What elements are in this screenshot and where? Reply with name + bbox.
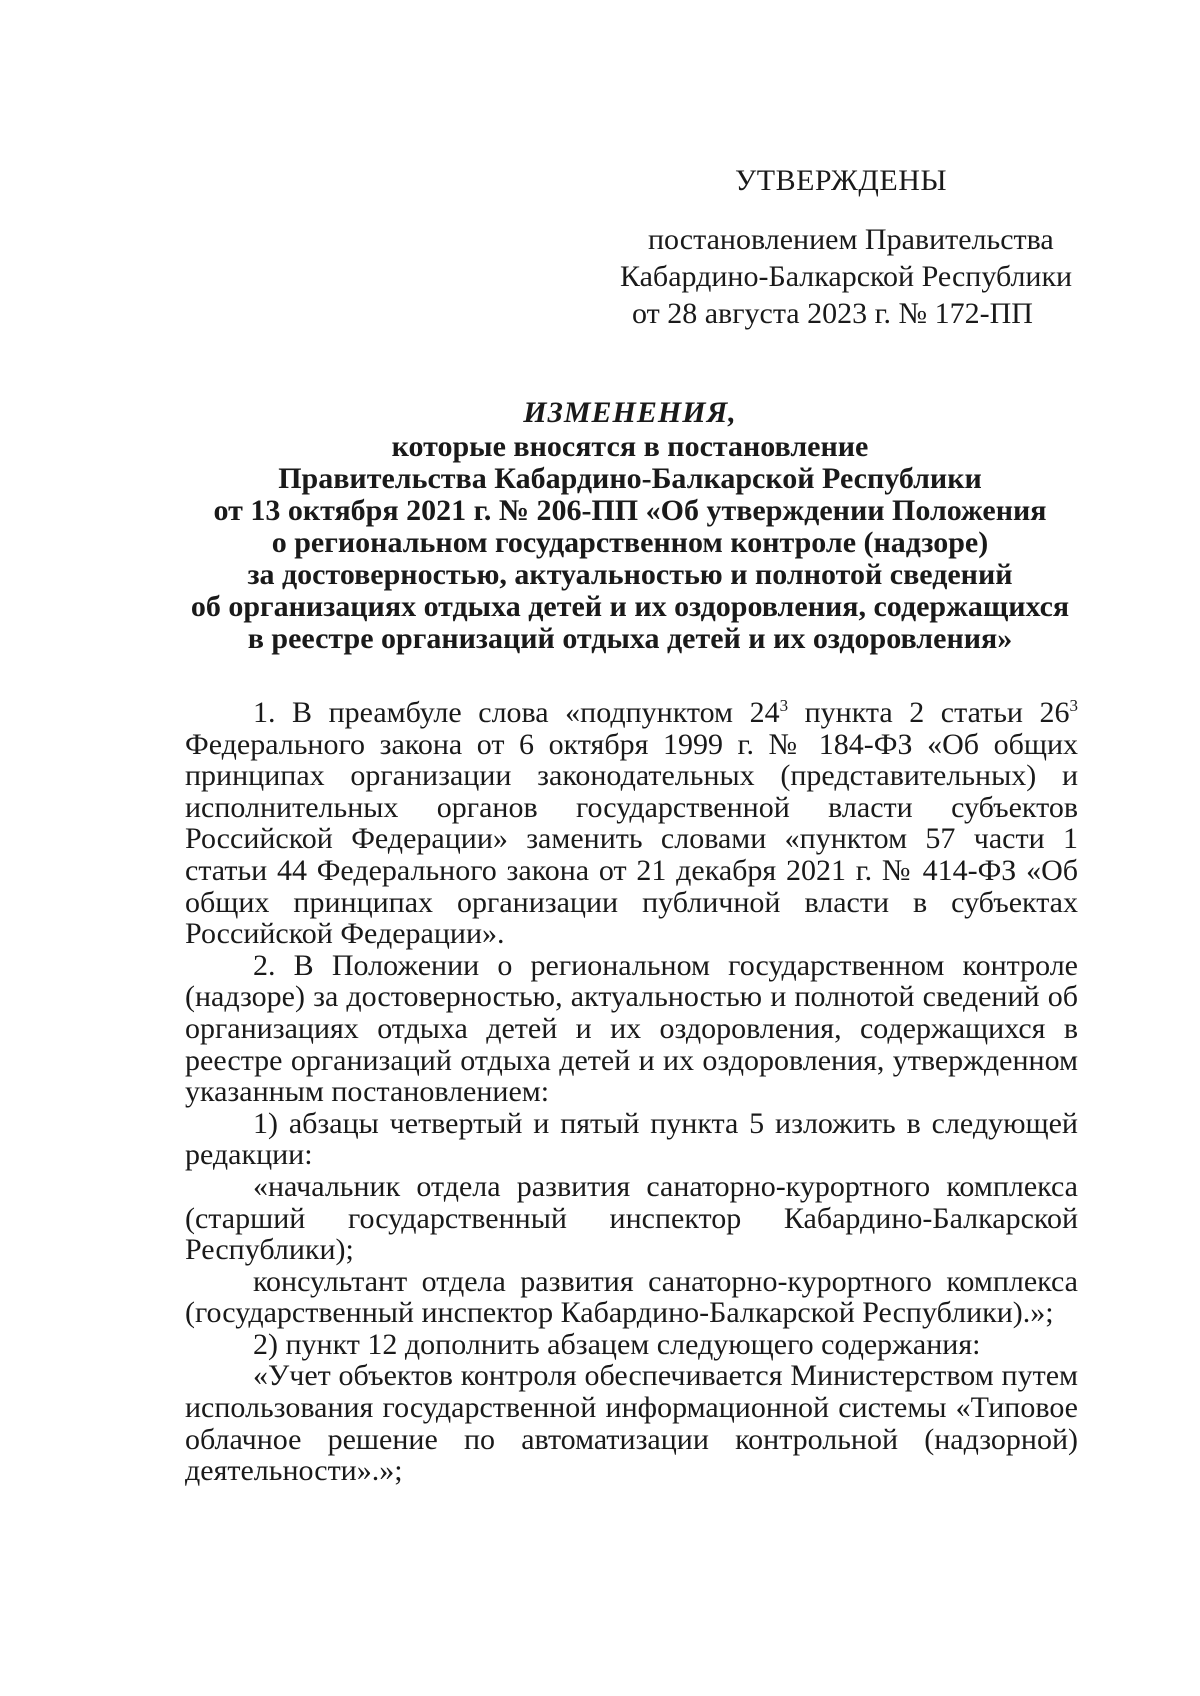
paragraph-2: 2. В Положении о региональном государственном контроле (надзоре) за достоверностью, актуальностью и полнотой сведений об организациях отдыха детей и их оздоровления, содержащихся в реестре организаций отдыха детей и их оздоровления, утвержденном указанным постановлением: bbox=[185, 948, 1078, 1109]
superscript: 3 bbox=[1069, 696, 1078, 715]
paragraph-1 bbox=[185, 697, 1078, 950]
paragraph-1-part-a: 1. В преамбуле слова «подпунктом 24 bbox=[253, 696, 780, 729]
approval-line-1: постановлением Правительства bbox=[648, 223, 1054, 256]
title-line: от 13 октября 2021 г. № 206-ПП «Об утверждении Положения bbox=[213, 494, 1047, 527]
approval-heading: УТВЕРЖДЕНЫ bbox=[735, 164, 948, 197]
title-line: в реестре организаций отдыха детей и их оздоровления» bbox=[247, 622, 1013, 655]
superscript: 3 bbox=[779, 696, 789, 715]
approval-block bbox=[620, 162, 1080, 332]
title-line: Правительства Кабардино-Балкарской Республики bbox=[278, 462, 982, 495]
paragraph-5: консультант отдела развития санаторно-курортного комплекса (государственный инспектор Кабардино-Балкарской Республики).»; bbox=[185, 1264, 1078, 1330]
approval-line-2: Кабардино-Балкарской Республики bbox=[620, 260, 1073, 293]
title-line: за достоверностью, актуальностью и полнотой сведений bbox=[247, 558, 1013, 591]
paragraph-3: 1) абзацы четвертый и пятый пункта 5 изложить в следующей редакции: bbox=[185, 1106, 1078, 1172]
paragraph-6: 2) пункт 12 дополнить абзацем следующего содержания: bbox=[253, 1327, 981, 1361]
document-title bbox=[180, 397, 1080, 655]
title-line: которые вносятся в постановление bbox=[391, 430, 869, 463]
paragraph-1-part-b: пункта 2 статьи 26 bbox=[788, 696, 1070, 729]
paragraph-7: «Учет объектов контроля обеспечивается Министерством путем использования государственной информационной системы «Типовое облачное решение по автоматизации контрольной (надзорной) деятельности».»; bbox=[185, 1359, 1078, 1488]
paragraph-1-part-c: Федерального закона от 6 октября 1999 г. № 184-ФЗ «Об общих принципах организации законодательных (представительных) и исполнительных органов государственной власти субъектов Российской Федерации» заменить словами «пунктом 57 части 1 статьи 44 Федерального закона от 21 декабря 2021 г. № 414-ФЗ «Об общих принципах организации публичной власти в субъектах Российской Федерации». bbox=[185, 727, 1078, 951]
title-line: об организациях отдыха детей и их оздоровления, содержащихся bbox=[190, 590, 1070, 623]
document-body bbox=[185, 697, 1078, 1487]
paragraph-4: «начальник отдела развития санаторно-курортного комплекса (старший государственный инспектор Кабардино-Балкарской Республики); bbox=[185, 1169, 1078, 1267]
approval-line-3: от 28 августа 2023 г. № 172-ПП bbox=[632, 297, 1033, 330]
title-main: ИЗМЕНЕНИЯ, bbox=[523, 396, 737, 429]
title-line: о региональном государственном контроле (надзоре) bbox=[271, 526, 989, 559]
